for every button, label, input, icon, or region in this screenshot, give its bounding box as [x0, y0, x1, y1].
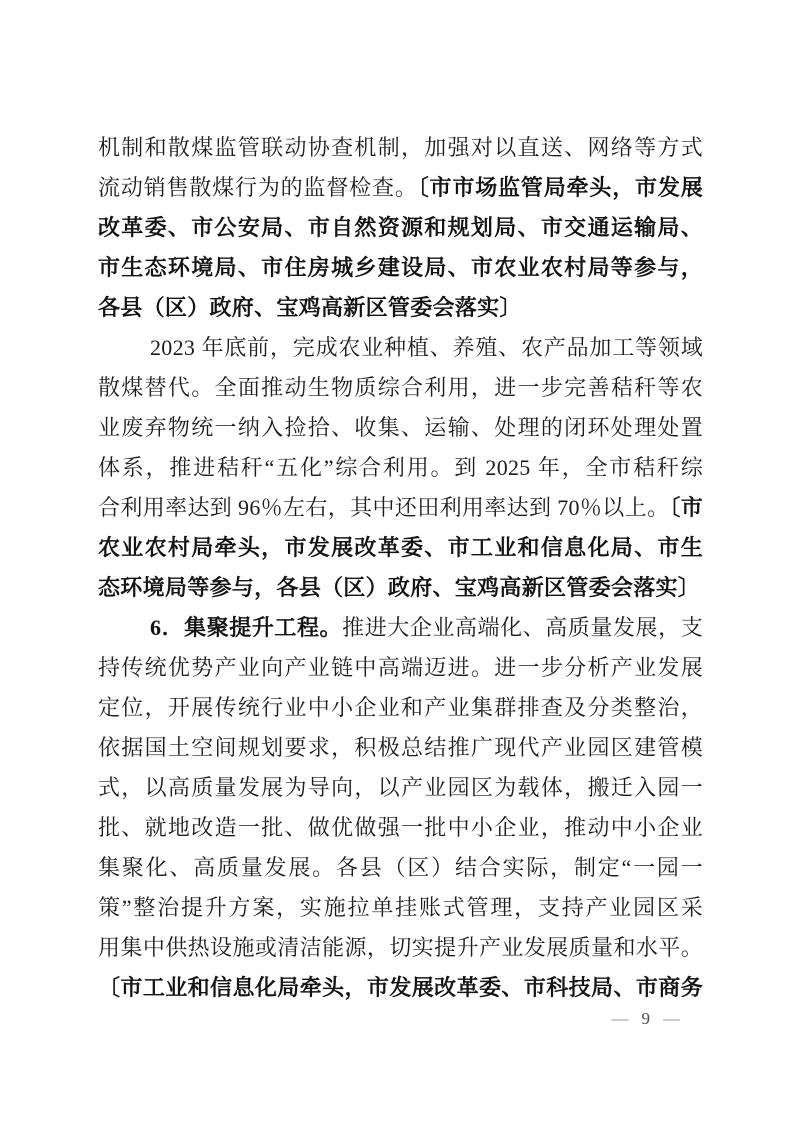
text-line — [98, 488, 703, 528]
text-line — [98, 528, 703, 568]
annotation-text: 市生态环境局、市住房城乡建设局、市农业农村局等参与， — [98, 255, 703, 280]
body-text: 流动销售散煤行为的监督检查。 — [98, 175, 418, 200]
body-text: 策”整治提升方案，实施拉单挂账式管理，支持产业园区采 — [98, 895, 703, 920]
footer-left-dash: — — [611, 1009, 629, 1028]
text-line — [98, 328, 703, 368]
text-line — [98, 208, 703, 248]
body-text: 集聚化、高质量发展。各县（区）结合实际，制定“一园一 — [98, 855, 703, 880]
text-line — [98, 728, 703, 768]
text-line — [98, 128, 703, 168]
body-text: 持传统优势产业向产业链中高端迈进。进一步分析产业发展 — [98, 655, 703, 680]
body-text: 散煤替代。全面推动生物质综合利用，进一步完善秸秆等农 — [98, 375, 703, 400]
text-line — [98, 248, 703, 288]
body-text: 定位，开展传统行业中小企业和产业集群排查及分类整治， — [98, 695, 703, 720]
text-line — [98, 928, 703, 968]
body-text: 用集中供热设施或清洁能源，切实提升产业发展质量和水平。 — [98, 935, 703, 960]
text-line — [98, 888, 703, 928]
body-text: 业废弃物统一纳入捡拾、收集、运输、处理的闭环处理处置 — [98, 415, 703, 440]
text-line — [98, 408, 703, 448]
body-text: 式，以高质量发展为导向，以产业园区为载体，搬迁入园一 — [98, 775, 703, 800]
page-number: 9 — [641, 1009, 650, 1028]
body-text: 2023 年底前，完成农业种植、养殖、农产品加工等领域 — [150, 335, 703, 360]
document-text — [98, 128, 703, 1008]
text-line — [98, 688, 703, 728]
text-line — [98, 608, 703, 648]
annotation-text: 态环境局等参与，各县（区）政府、宝鸡高新区管委会落实〕 — [98, 575, 701, 600]
annotation-text: 〔市 — [669, 495, 704, 520]
text-line — [98, 168, 703, 208]
text-line — [98, 368, 703, 408]
annotation-text: 改革委、市公安局、市自然资源和规划局、市交通运输局、 — [98, 215, 703, 240]
text-line — [98, 968, 703, 1008]
annotation-text: 各县（区）政府、宝鸡高新区管委会落实〕 — [98, 295, 522, 320]
body-text: 依据国土空间规划要求，积极总结推广现代产业园区建管模 — [98, 735, 703, 760]
text-line — [98, 648, 703, 688]
page-footer — [98, 1004, 680, 1034]
text-line — [98, 768, 703, 808]
body-text: 批、就地改造一批、做优做强一批中小企业，推动中小企业 — [98, 815, 703, 840]
annotation-text: 〔市市场监管局牵头，市发展 — [417, 175, 703, 200]
text-line — [98, 848, 703, 888]
text-line — [98, 568, 703, 608]
text-line — [98, 808, 703, 848]
annotation-text: 〔市工业和信息化局牵头，市发展改革委、市科技局、市商务 — [98, 975, 703, 1000]
body-text: 合利用率达到 96％左右，其中还田利用率达到 70％以上。 — [98, 495, 670, 520]
footer-right-dash: — — [663, 1009, 680, 1028]
body-text: 机制和散煤监管联动协查机制，加强对以直送、网络等方式 — [98, 135, 703, 160]
body-text: 推进大企业高端化、高质量发展，支 — [342, 615, 703, 640]
text-line — [98, 448, 703, 488]
body-text: 体系，推进秸秆“五化”综合利用。到 2025 年，全市秸秆综 — [98, 455, 703, 480]
section-title: 6．集聚提升工程。 — [150, 615, 343, 640]
annotation-text: 农业农村局牵头，市发展改革委、市工业和信息化局、市生 — [98, 535, 703, 560]
text-line — [98, 288, 703, 328]
